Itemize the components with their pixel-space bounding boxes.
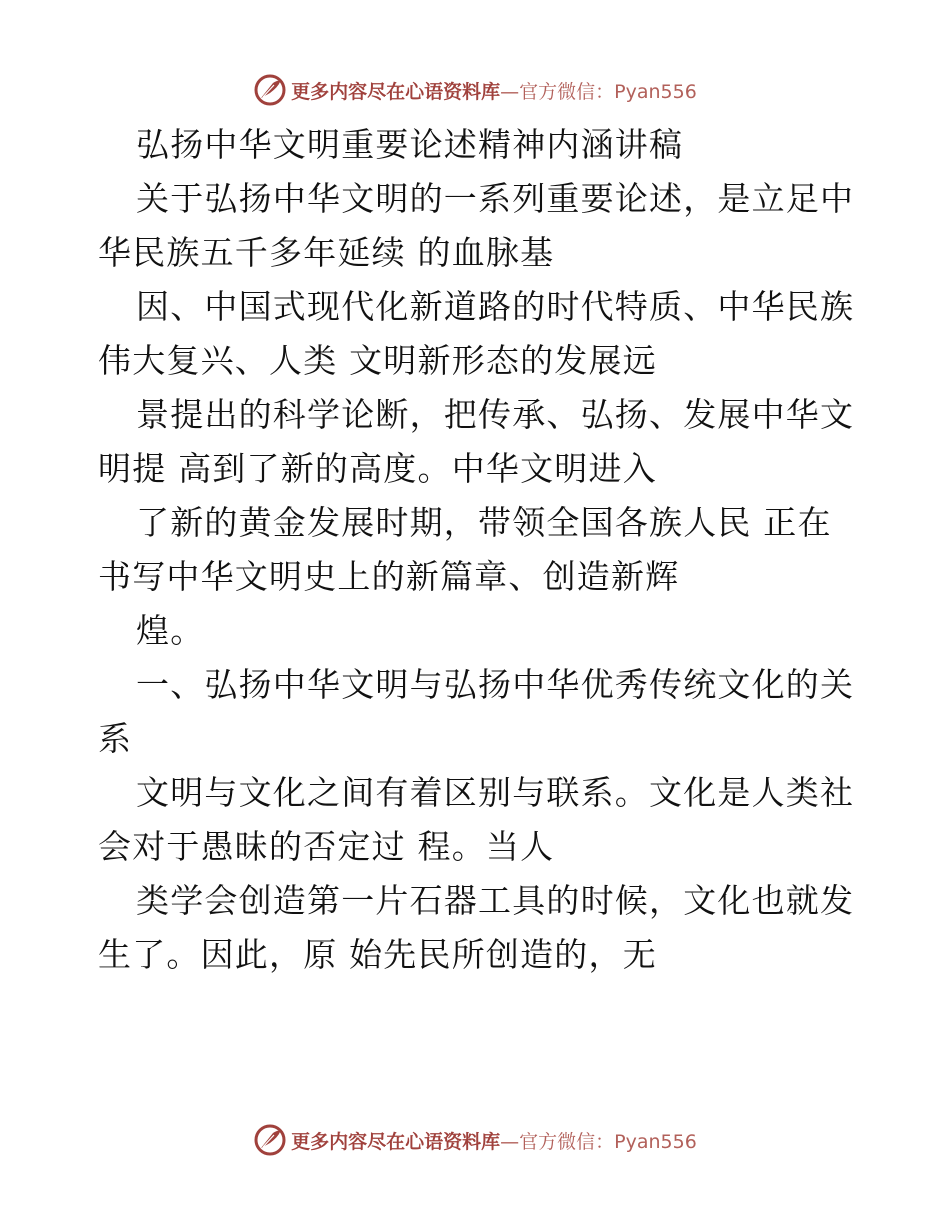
- text-line: 华民族五千多年延续 的血脉基: [98, 233, 555, 272]
- text-line: 煌。: [136, 611, 205, 650]
- text-line: 了新的黄金发展时期，带领全国各族人民 正在: [136, 503, 832, 542]
- text-line: 明提 高到了新的高度。中华文明进入: [98, 449, 657, 488]
- document-title: 弘扬中华文明重要论述精神内涵讲稿: [136, 125, 684, 164]
- footer-watermark: [0, 1120, 950, 1160]
- text-line: 景提出的科学论断，把传承、弘扬、发展中华文: [136, 395, 855, 434]
- watermark-brand: 更多内容尽在心语资料库: [291, 1130, 501, 1153]
- quill-circle-logo-icon: [253, 73, 287, 107]
- text-line: 生了。因此，原 始先民所创造的，无: [98, 935, 657, 974]
- text-line: 会对于愚昧的否定过 程。当人: [98, 827, 555, 866]
- section-heading: 一、弘扬中华文明与弘扬中华优秀传统文化的关: [136, 665, 855, 704]
- text-line: 文明与文化之间有着区别与联系。文化是人类社: [136, 773, 855, 812]
- text-line: 类学会创造第一片石器工具的时候，文化也就发: [136, 881, 855, 920]
- section-heading-continuation: 系: [98, 719, 133, 758]
- text-line: 因、中国式现代化新道路的时代特质、中华民族: [136, 287, 855, 326]
- quill-circle-logo-icon: [253, 1123, 287, 1157]
- text-line: 伟大复兴、人类 文明新形态的发展远: [98, 341, 657, 380]
- watermark-account: —官方微信：Pyan556: [500, 80, 697, 103]
- watermark-account: —官方微信：Pyan556: [500, 1130, 697, 1153]
- text-line: 关于弘扬中华文明的一系列重要论述，是立足中: [136, 179, 855, 218]
- text-line: 书写中华文明史上的新篇章、创造新辉: [98, 557, 680, 596]
- watermark-brand: 更多内容尽在心语资料库: [291, 80, 501, 103]
- document-body: [98, 118, 858, 982]
- header-watermark: [0, 70, 950, 110]
